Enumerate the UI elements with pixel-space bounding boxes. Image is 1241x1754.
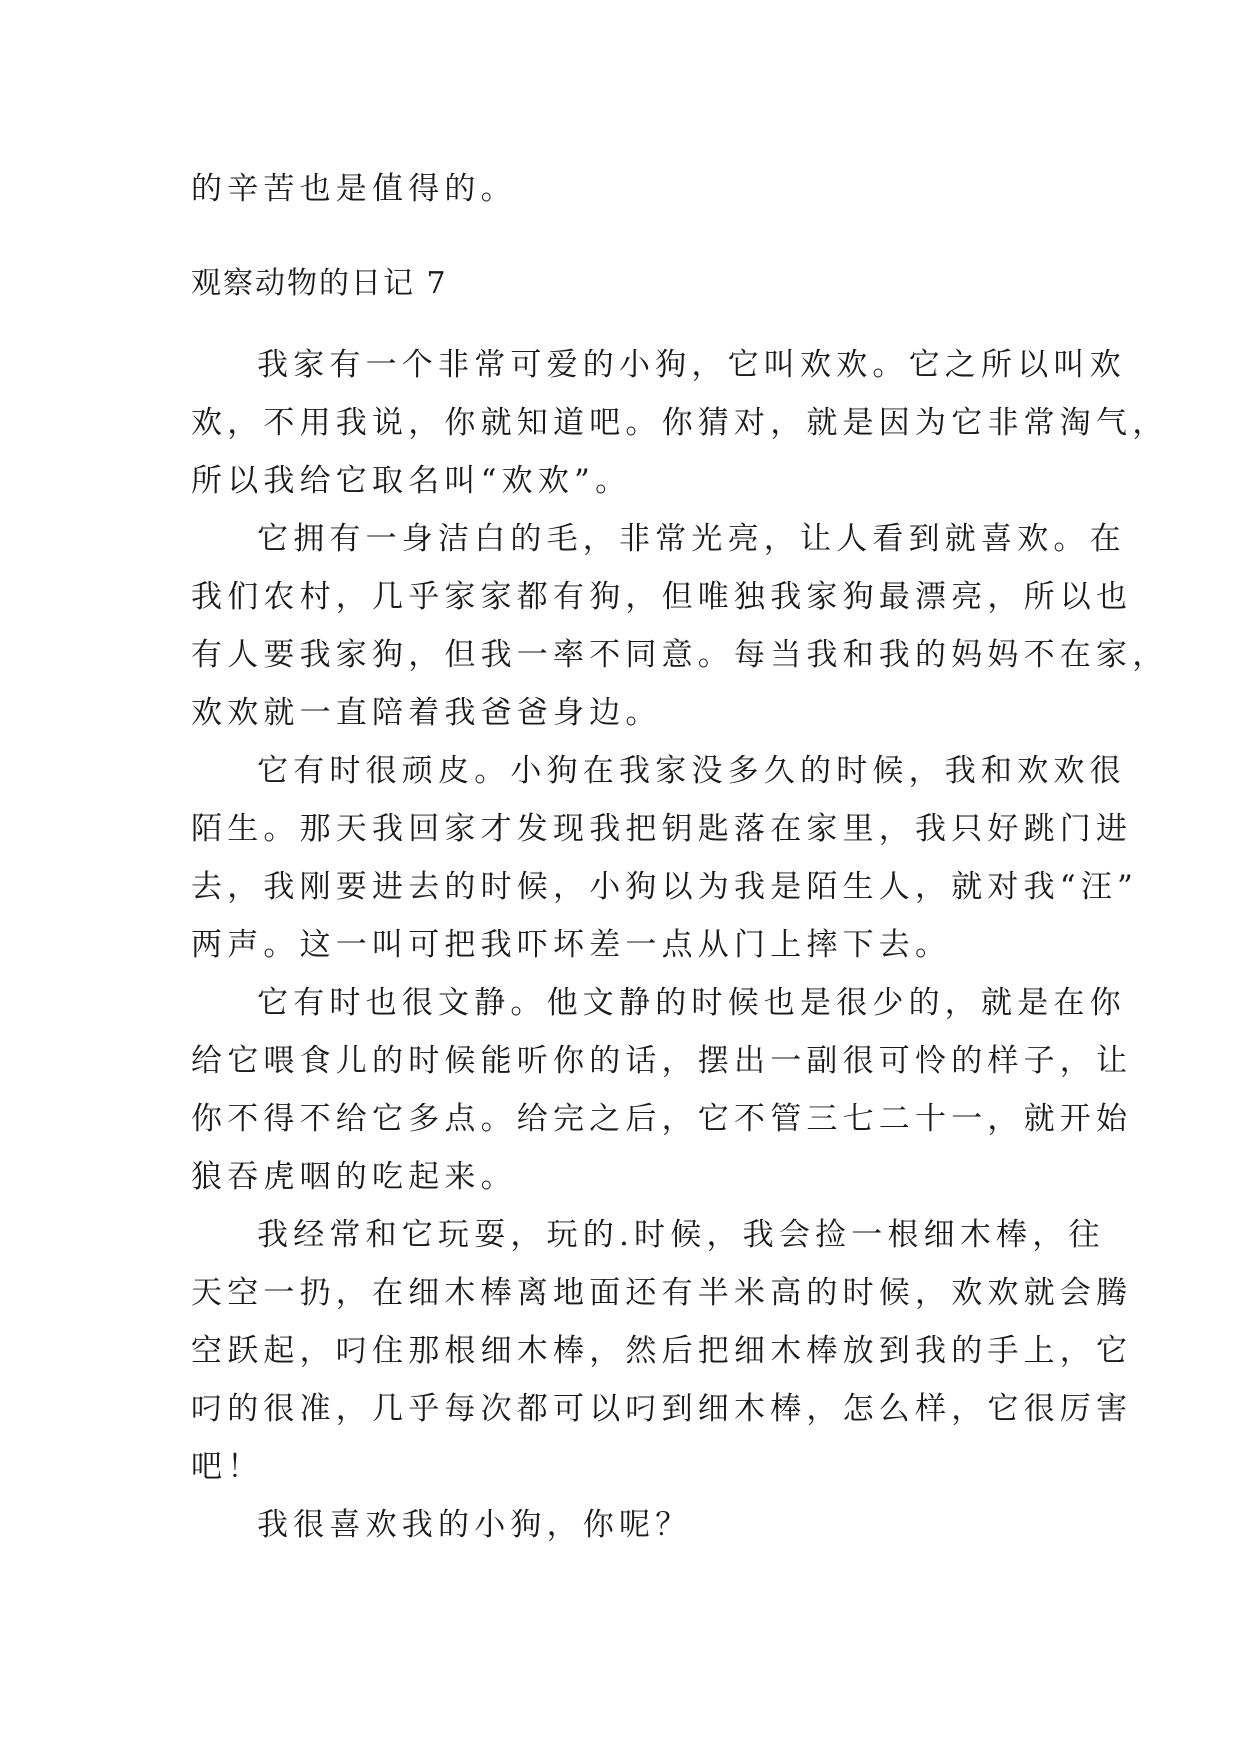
paragraph-line: 空跃起，叼住那根细木棒，然后把细木棒放到我的手上，它 — [191, 1333, 1133, 1369]
paragraph-line: 给它喂食儿的时候能听你的话，摆出一副很可怜的样子，让 — [191, 1043, 1133, 1079]
paragraph — [191, 742, 1139, 974]
paragraph — [191, 336, 1169, 510]
diary-body — [191, 336, 1169, 1554]
continuation-line: 的辛苦也是值得的。 — [191, 171, 517, 207]
paragraph-line: 我们农村，几乎家家都有狗，但唯独我家狗最漂亮，所以也 — [191, 579, 1133, 615]
paragraph — [191, 974, 1133, 1206]
paragraph-line: 吧！ — [191, 1449, 264, 1485]
paragraph — [191, 510, 1169, 742]
paragraph-line: 我家有一个非常可爱的小狗，它叫欢欢。它之所以叫欢 — [257, 347, 1126, 383]
paragraph — [191, 1206, 1133, 1496]
paragraph-line: 有人要我家狗，但我一率不同意。每当我和我的妈妈不在家， — [191, 637, 1169, 673]
paragraph-line: 欢欢就一直陪着我爸爸身边。 — [191, 695, 662, 731]
paragraph — [191, 1496, 1051, 1554]
paragraph-line: 两声。这一叫可把我吓坏差一点从门上摔下去。 — [191, 927, 952, 963]
diary-heading: 观察动物的日记 7 — [191, 266, 448, 301]
paragraph-line: 叼的很准，几乎每次都可以叼到细木棒，怎么样，它很厉害 — [191, 1391, 1133, 1427]
paragraph-line: 它有时很顽皮。小狗在我家没多久的时候，我和欢欢很 — [257, 753, 1126, 789]
paragraph-line: 欢，不用我说，你就知道吧。你猜对，就是因为它非常淘气， — [191, 405, 1169, 441]
paragraph-line: 我很喜欢我的小狗，你呢？ — [257, 1507, 692, 1543]
paragraph-line: 我经常和它玩耍，玩的.时候，我会捡一根细木棒，往 — [257, 1217, 1105, 1253]
continuation-paragraph — [191, 160, 1051, 218]
paragraph-line: 天空一扔，在细木棒离地面还有半米高的时候，欢欢就会腾 — [191, 1275, 1133, 1311]
paragraph-line: 它拥有一身洁白的毛，非常光亮，让人看到就喜欢。在 — [257, 521, 1126, 557]
paragraph-line: 狼吞虎咽的吃起来。 — [191, 1159, 517, 1195]
paragraph-line: 所以我给它取名叫“欢欢”。 — [191, 463, 632, 499]
paragraph-line: 你不得不给它多点。给完之后，它不管三七二十一，就开始 — [191, 1101, 1133, 1137]
paragraph-line: 它有时也很文静。他文静的时候也是很少的，就是在你 — [257, 985, 1126, 1021]
paragraph-line: 去，我刚要进去的时候，小狗以为我是陌生人，就对我“汪” — [191, 869, 1139, 905]
paragraph-line: 陌生。那天我回家才发现我把钥匙落在家里，我只好跳门进 — [191, 811, 1133, 847]
